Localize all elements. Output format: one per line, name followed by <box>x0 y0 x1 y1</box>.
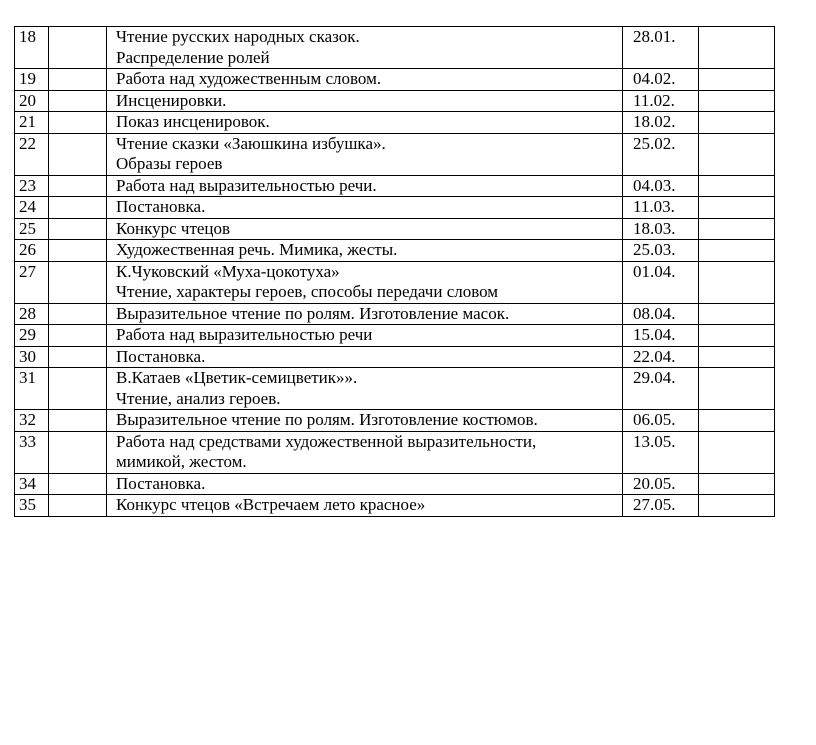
lesson-date-cell: 22.04. <box>623 346 699 368</box>
table-row <box>15 325 775 347</box>
lesson-date-cell: 04.03. <box>623 175 699 197</box>
note-cell <box>699 240 775 262</box>
lesson-topic-cell <box>107 69 623 91</box>
lesson-topic-cell <box>107 133 623 175</box>
note-cell <box>699 133 775 175</box>
lesson-topic-line: Работа над средствами художественной выразительности, <box>116 431 537 451</box>
empty-cell <box>49 346 107 368</box>
empty-cell <box>49 410 107 432</box>
empty-cell <box>49 473 107 495</box>
lesson-number-cell: 28 <box>15 303 49 325</box>
lesson-date-cell: 11.03. <box>623 197 699 219</box>
note-cell <box>699 175 775 197</box>
empty-cell <box>49 133 107 175</box>
table-row <box>15 346 775 368</box>
note-cell <box>699 473 775 495</box>
lesson-topic-line: Чтение, анализ героев. <box>116 388 281 408</box>
lesson-topic-line: Художественная речь. Мимика, жесты. <box>116 240 398 259</box>
lesson-topic-line: Конкурс чтецов «Встречаем лето красное» <box>116 495 426 514</box>
lesson-topic-cell <box>107 90 623 112</box>
table-row <box>15 303 775 325</box>
lesson-topic-line: Чтение сказки «Заюшкина избушка». <box>116 133 386 153</box>
lesson-topic-cell <box>107 175 623 197</box>
empty-cell <box>49 175 107 197</box>
table-row <box>15 218 775 240</box>
note-cell <box>699 346 775 368</box>
lesson-topic-line: Конкурс чтецов <box>116 218 231 238</box>
table-row <box>15 431 775 473</box>
lesson-date-cell: 06.05. <box>623 410 699 432</box>
lesson-number-cell: 32 <box>15 410 49 432</box>
empty-cell <box>49 240 107 262</box>
lesson-topic-line: Образы героев <box>116 154 223 173</box>
lesson-date-cell: 18.02. <box>623 112 699 134</box>
lesson-date-cell: 11.02. <box>623 90 699 112</box>
table-row <box>15 473 775 495</box>
empty-cell <box>49 218 107 240</box>
lesson-number-cell: 34 <box>15 473 49 495</box>
empty-cell <box>49 431 107 473</box>
lesson-topic-line: Инсценировки. <box>116 90 227 110</box>
lesson-topic-line: Постановка. <box>116 346 206 366</box>
lesson-topic-cell <box>107 261 623 303</box>
note-cell <box>699 90 775 112</box>
note-cell <box>699 261 775 303</box>
lesson-topic-line: мимикой, жестом. <box>116 452 247 471</box>
note-cell <box>699 325 775 347</box>
note-cell <box>699 27 775 69</box>
lesson-topic-cell <box>107 197 623 219</box>
lesson-date-cell: 27.05. <box>623 495 699 517</box>
lesson-date-cell: 25.02. <box>623 133 699 175</box>
lesson-number-cell: 19 <box>15 69 49 91</box>
lesson-topic-cell <box>107 325 623 347</box>
empty-cell <box>49 261 107 303</box>
lesson-topic-line: Распределение ролей <box>116 47 270 67</box>
note-cell <box>699 69 775 91</box>
empty-cell <box>49 495 107 517</box>
lesson-topic-line: Работа над выразительностью речи <box>116 325 373 344</box>
note-cell <box>699 495 775 517</box>
table-row <box>15 368 775 410</box>
empty-cell <box>49 27 107 69</box>
lesson-number-cell: 22 <box>15 133 49 175</box>
lesson-topic-cell <box>107 218 623 240</box>
lesson-topic-cell <box>107 346 623 368</box>
empty-cell <box>49 90 107 112</box>
lesson-number-cell: 27 <box>15 261 49 303</box>
lesson-number-cell: 30 <box>15 346 49 368</box>
lesson-number-cell: 31 <box>15 368 49 410</box>
lesson-topic-line: Выразительное чтение по ролям. Изготовление костюмов. <box>116 410 538 429</box>
lesson-topic-cell <box>107 112 623 134</box>
lesson-topic-line: Показ инсценировок. <box>116 112 270 131</box>
lesson-number-cell: 25 <box>15 218 49 240</box>
empty-cell <box>49 325 107 347</box>
schedule-page <box>14 26 774 517</box>
empty-cell <box>49 69 107 91</box>
lesson-number-cell: 24 <box>15 197 49 219</box>
lesson-topic-line: В.Катаев «Цветик-семицветик»». <box>116 368 358 387</box>
table-row <box>15 69 775 91</box>
lesson-date-cell: 13.05. <box>623 431 699 473</box>
lesson-date-cell: 08.04. <box>623 303 699 325</box>
lesson-date-cell: 28.01. <box>623 27 699 69</box>
lesson-number-cell: 20 <box>15 90 49 112</box>
empty-cell <box>49 197 107 219</box>
lesson-topic-cell <box>107 410 623 432</box>
note-cell <box>699 431 775 473</box>
lesson-date-cell: 18.03. <box>623 218 699 240</box>
lesson-date-cell: 01.04. <box>623 261 699 303</box>
lesson-topic-line: Работа над выразительностью речи. <box>116 175 377 195</box>
note-cell <box>699 218 775 240</box>
lesson-date-cell: 04.02. <box>623 69 699 91</box>
lesson-topic-cell <box>107 368 623 410</box>
lesson-topic-cell <box>107 431 623 473</box>
lesson-topic-line: Выразительное чтение по ролям. Изготовление масок. <box>116 303 510 323</box>
table-row <box>15 175 775 197</box>
lesson-number-cell: 21 <box>15 112 49 134</box>
lesson-topic-cell <box>107 240 623 262</box>
table-row <box>15 90 775 112</box>
table-row <box>15 133 775 175</box>
lesson-topic-line: Постановка. <box>116 197 206 216</box>
lesson-topic-cell <box>107 303 623 325</box>
empty-cell <box>49 368 107 410</box>
note-cell <box>699 368 775 410</box>
lesson-schedule-table <box>14 26 775 517</box>
lesson-number-cell: 33 <box>15 431 49 473</box>
lesson-topic-cell <box>107 495 623 517</box>
lesson-number-cell: 18 <box>15 27 49 69</box>
note-cell <box>699 303 775 325</box>
lesson-number-cell: 29 <box>15 325 49 347</box>
table-row <box>15 495 775 517</box>
lesson-topic-line: Чтение русских народных сказок. <box>116 27 360 46</box>
table-row <box>15 197 775 219</box>
lesson-number-cell: 23 <box>15 175 49 197</box>
lesson-number-cell: 26 <box>15 240 49 262</box>
lesson-number-cell: 35 <box>15 495 49 517</box>
lesson-topic-line: Чтение, характеры героев, способы передачи словом <box>116 282 499 301</box>
lesson-topic-line: Работа над художественным словом. <box>116 69 382 88</box>
note-cell <box>699 410 775 432</box>
note-cell <box>699 197 775 219</box>
lesson-date-cell: 29.04. <box>623 368 699 410</box>
lesson-date-cell: 20.05. <box>623 473 699 495</box>
table-row <box>15 240 775 262</box>
table-row <box>15 261 775 303</box>
lesson-topic-cell <box>107 27 623 69</box>
lesson-date-cell: 15.04. <box>623 325 699 347</box>
lesson-date-cell: 25.03. <box>623 240 699 262</box>
empty-cell <box>49 303 107 325</box>
table-row <box>15 112 775 134</box>
table-row <box>15 410 775 432</box>
schedule-table-body <box>15 27 775 517</box>
lesson-topic-cell <box>107 473 623 495</box>
empty-cell <box>49 112 107 134</box>
table-row <box>15 27 775 69</box>
note-cell <box>699 112 775 134</box>
lesson-topic-line: К.Чуковский «Муха-цокотуха» <box>116 261 340 281</box>
lesson-topic-line: Постановка. <box>116 473 206 493</box>
